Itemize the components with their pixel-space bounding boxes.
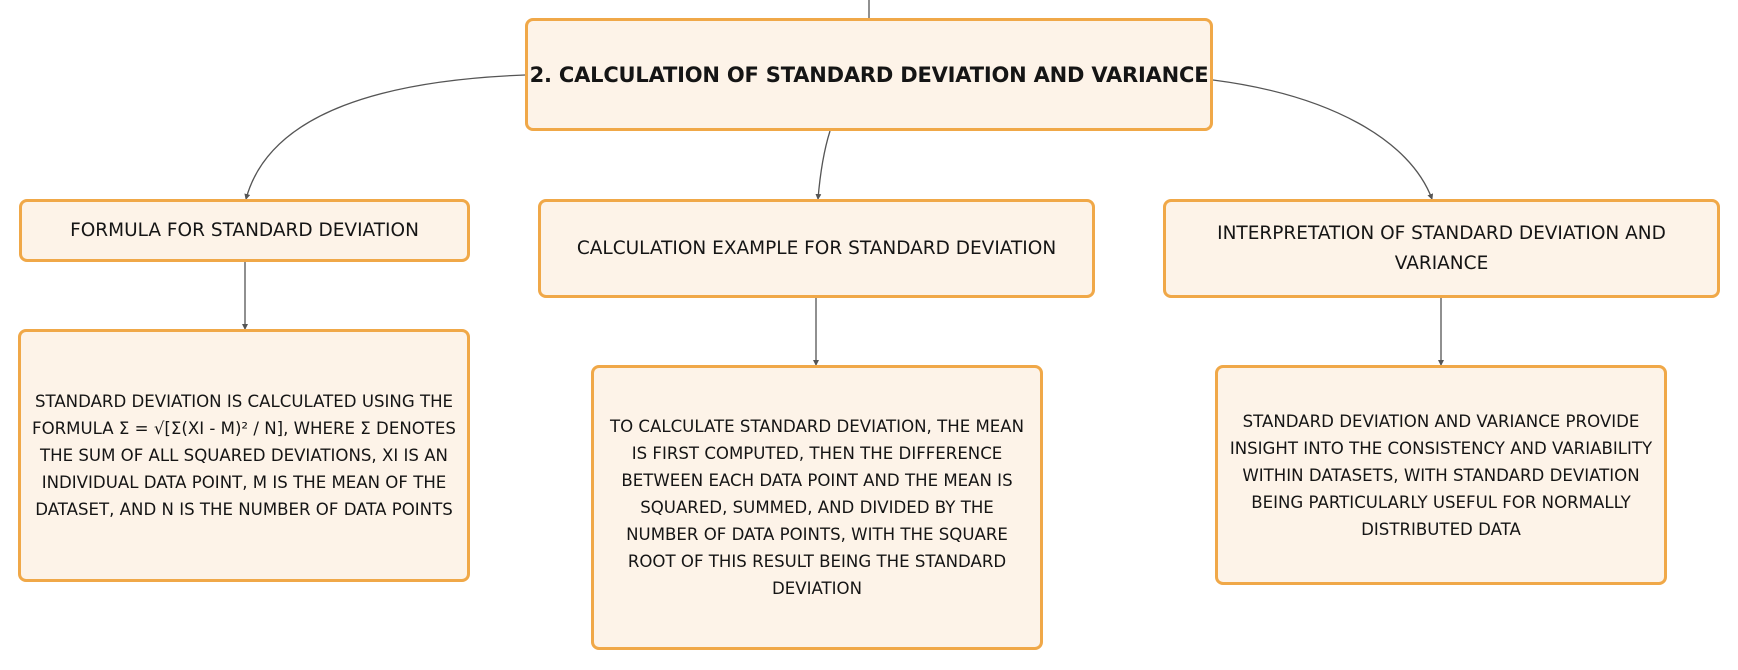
root-node[interactable]	[525, 18, 1213, 131]
detail-node-example-text: TO CALCULATE STANDARD DEVIATION, THE MEAN IS FIRST COMPUTED, THEN THE DIFFERENCE BETWEEN EACH DATA POINT AND THE MEAN IS SQUARED, SUMMED, AND DIVIDED BY THE NUMBER OF DATA POINTS, WITH THE SQUARE ROOT OF THIS RESULT BEING THE STANDARD DEVIATION	[609, 417, 1025, 598]
topic-node-example-label: CALCULATION EXAMPLE FOR STANDARD DEVIATION	[576, 237, 1057, 259]
topic-node-interpretation-label: INTERPRETATION OF STANDARD DEVIATION AND VARIANCE	[1217, 222, 1666, 274]
root-node-label: 2. CALCULATION OF STANDARD DEVIATION AND VARIANCE	[529, 62, 1209, 87]
detail-node-formula-text: STANDARD DEVIATION IS CALCULATED USING THE FORMULA Σ = √[Σ(XI - Μ)² / N], WHERE Σ DENOTES THE SUM OF ALL SQUARED DEVIATIONS, XI IS AN INDIVIDUAL DATA POINT, Μ IS THE MEAN OF THE DATASET, AND N IS THE NUMBER OF DATA POINTS	[32, 392, 456, 519]
topic-node-example[interactable]	[538, 199, 1095, 298]
connector-root-to-example	[818, 131, 830, 199]
connector-root-to-formula	[246, 75, 525, 199]
connector-root-to-interpretation	[1213, 80, 1432, 199]
topic-node-formula[interactable]	[19, 199, 470, 262]
detail-node-example[interactable]	[591, 365, 1043, 650]
detail-node-interpretation-text: STANDARD DEVIATION AND VARIANCE PROVIDE INSIGHT INTO THE CONSISTENCY AND VARIABILITY WITHIN DATASETS, WITH STANDARD DEVIATION BEING PARTICULARLY USEFUL FOR NORMALLY DISTRIBUTED DATA	[1229, 411, 1653, 539]
topic-node-interpretation[interactable]	[1163, 199, 1720, 298]
detail-node-formula[interactable]	[18, 329, 470, 582]
detail-node-interpretation[interactable]	[1215, 365, 1667, 585]
topic-node-formula-label: FORMULA FOR STANDARD DEVIATION	[70, 219, 419, 241]
